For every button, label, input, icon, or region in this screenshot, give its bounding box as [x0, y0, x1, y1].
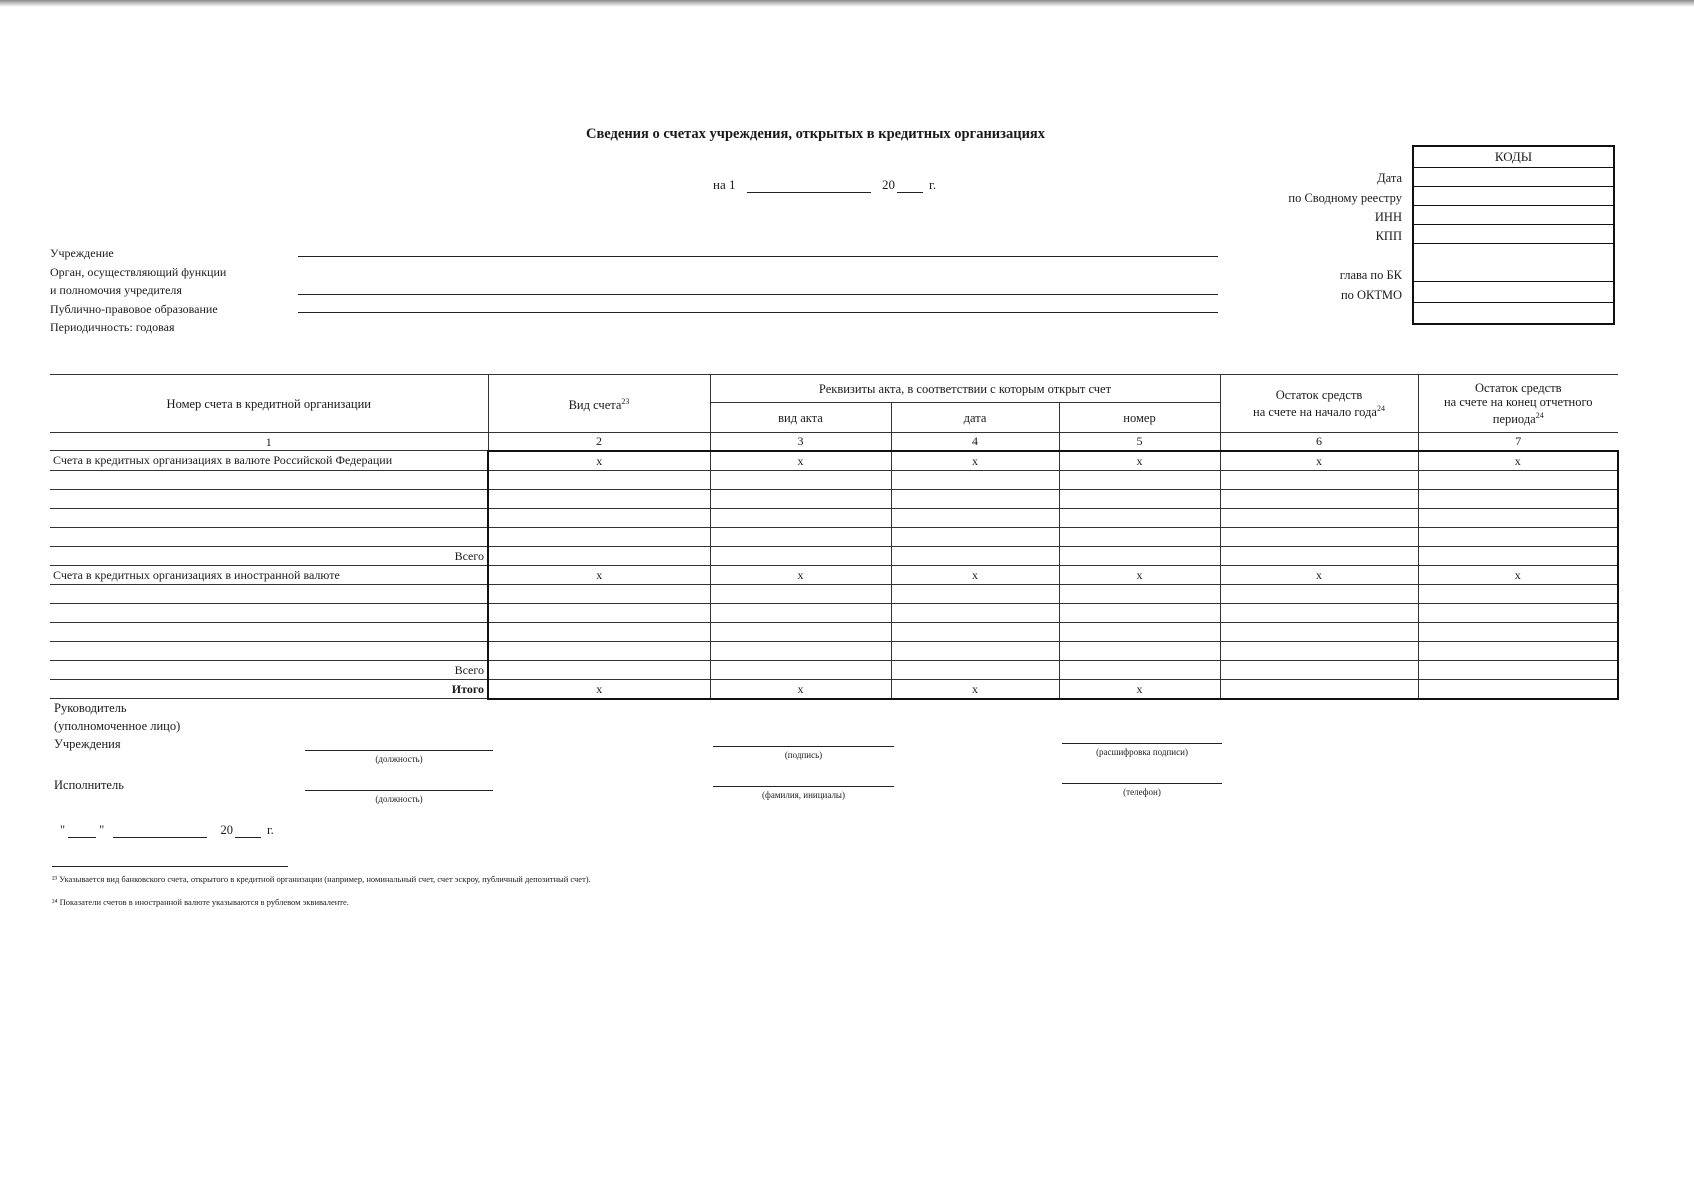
- code-cell-budget-chapter[interactable]: [1414, 244, 1613, 282]
- table-cell[interactable]: [488, 660, 710, 679]
- code-label-date: Дата: [1377, 171, 1402, 185]
- table-cell[interactable]: [1220, 527, 1418, 546]
- cap-executor-phone: (телефон): [1123, 787, 1161, 797]
- table-cell[interactable]: [891, 584, 1059, 603]
- cap-head-signature: (подпись): [784, 750, 823, 760]
- table-row: [50, 603, 1618, 622]
- table-cell[interactable]: [710, 508, 891, 527]
- sign-date-year-prefix: 20: [220, 823, 233, 837]
- table-cell[interactable]: [710, 584, 891, 603]
- cap-executor-name: (фамилия, инициалы): [762, 790, 845, 800]
- table-cell[interactable]: [1418, 641, 1618, 660]
- table-cell[interactable]: [891, 641, 1059, 660]
- sign-date-suffix: г.: [266, 823, 274, 837]
- table-cell[interactable]: [488, 470, 710, 489]
- table-cell[interactable]: x: [488, 565, 710, 584]
- table-cell[interactable]: [891, 622, 1059, 641]
- table-body: [50, 451, 1618, 699]
- table-cell[interactable]: [1418, 508, 1618, 527]
- header-balance-end-l3: периода: [1492, 412, 1536, 427]
- footnote-ref-23: 23: [621, 396, 630, 406]
- header-account-type: [488, 375, 710, 433]
- table-cell[interactable]: [488, 622, 710, 641]
- field-label-public-entity: Публично-правовое образование: [50, 302, 218, 316]
- column-number-6: 6: [1220, 433, 1418, 451]
- table-cell[interactable]: [1220, 470, 1418, 489]
- table-row: [50, 660, 1618, 679]
- table-cell[interactable]: [488, 641, 710, 660]
- table-cell[interactable]: x: [1059, 679, 1220, 699]
- sign-date-year-field[interactable]: [235, 822, 261, 838]
- table-cell[interactable]: [710, 622, 891, 641]
- table-cell[interactable]: [1059, 470, 1220, 489]
- footnote-ref-24a: 24: [1376, 403, 1385, 413]
- table-cell[interactable]: x: [488, 679, 710, 699]
- table-row: [50, 527, 1618, 546]
- code-label-registry: по Сводному реестру: [1288, 191, 1402, 205]
- table-cell[interactable]: [1059, 603, 1220, 622]
- table-row: [50, 508, 1618, 527]
- table-cell[interactable]: [891, 603, 1059, 622]
- table-row: [50, 565, 1618, 584]
- sign-date-close-quote: ": [99, 823, 105, 837]
- head-decoding-line[interactable]: [1062, 743, 1222, 744]
- field-label-periodicity: Периодичность: годовая: [50, 320, 175, 334]
- table-row: [50, 489, 1618, 508]
- table-cell[interactable]: [488, 584, 710, 603]
- table-row: [50, 622, 1618, 641]
- header-balance-end-l2: на счете на конец отчетного: [1443, 394, 1593, 409]
- code-label-oktmo: по ОКТМО: [1340, 288, 1402, 302]
- table-cell[interactable]: x: [488, 451, 710, 471]
- table-cell[interactable]: x: [1059, 565, 1220, 584]
- table-cell[interactable]: [710, 660, 891, 679]
- column-number-7: 7: [1418, 433, 1618, 451]
- column-number-3: 3: [710, 433, 891, 451]
- table-cell[interactable]: x: [1220, 451, 1418, 471]
- field-label-authority-1: Орган, осуществляющий функции: [50, 265, 227, 279]
- footnote-23: ²³ Указывается вид банковского счета, открытого в кредитной организации (например, номинальный счет, счет эскроу, публичный депозитный счет).: [52, 874, 591, 884]
- table-cell[interactable]: x: [1418, 565, 1618, 584]
- sign-date-day-field[interactable]: [68, 822, 96, 838]
- table-cell[interactable]: [488, 527, 710, 546]
- table-cell[interactable]: [1059, 508, 1220, 527]
- authority-input-line[interactable]: [298, 294, 1218, 295]
- table-cell[interactable]: [1220, 508, 1418, 527]
- table-cell[interactable]: [1418, 470, 1618, 489]
- table-cell[interactable]: [1059, 584, 1220, 603]
- footnote-separator: [52, 866, 288, 867]
- code-cell-inn[interactable]: [1414, 206, 1613, 225]
- table-cell[interactable]: x: [1418, 451, 1618, 471]
- date-prefix: на 1: [713, 177, 736, 192]
- table-cell[interactable]: [710, 603, 891, 622]
- table-cell[interactable]: x: [1059, 451, 1220, 471]
- header-act-type: вид акта: [710, 403, 891, 433]
- executor-name-line[interactable]: [713, 786, 894, 787]
- row-label: Всего: [50, 546, 488, 565]
- header-balance-start-l1: Остаток средств: [1275, 387, 1363, 402]
- row-label: Итого: [50, 679, 488, 699]
- table-cell[interactable]: [1059, 641, 1220, 660]
- table-cell[interactable]: [710, 546, 891, 565]
- table-cell[interactable]: [1059, 527, 1220, 546]
- cap-head-position: (должность): [375, 754, 423, 764]
- sign-label-head-3: Учреждения: [54, 737, 121, 751]
- head-position-line[interactable]: [305, 750, 493, 751]
- table-cell[interactable]: [1059, 622, 1220, 641]
- table-cell[interactable]: [891, 660, 1059, 679]
- table-cell[interactable]: [1418, 679, 1618, 699]
- table-cell[interactable]: x: [1220, 565, 1418, 584]
- header-balance-end: [1418, 375, 1618, 433]
- table-cell[interactable]: [1418, 603, 1618, 622]
- code-label-budget-chapter: глава по БК: [1339, 268, 1402, 282]
- table-cell[interactable]: [891, 489, 1059, 508]
- row-label: [50, 641, 488, 660]
- table-cell[interactable]: [1220, 679, 1418, 699]
- row-label: [50, 603, 488, 622]
- table-cell[interactable]: [1418, 584, 1618, 603]
- head-signature-line[interactable]: [713, 746, 894, 747]
- table-cell[interactable]: x: [891, 451, 1059, 471]
- table-cell[interactable]: [710, 470, 891, 489]
- table-cell[interactable]: x: [891, 565, 1059, 584]
- header-balance-end-l1: Остаток средств: [1474, 380, 1562, 395]
- code-cell-kpp[interactable]: [1414, 225, 1613, 244]
- table-cell[interactable]: [1220, 489, 1418, 508]
- executor-phone-line[interactable]: [1062, 783, 1222, 784]
- table-cell[interactable]: [1418, 660, 1618, 679]
- sign-label-head-2: (уполномоченное лицо): [54, 719, 181, 733]
- table-cell[interactable]: [1418, 622, 1618, 641]
- table-row: [50, 641, 1618, 660]
- table-cell[interactable]: [710, 527, 891, 546]
- table-cell[interactable]: x: [710, 679, 891, 699]
- table-cell[interactable]: [488, 546, 710, 565]
- date-day-month-field[interactable]: [747, 176, 871, 193]
- institution-input-line[interactable]: [298, 256, 1218, 257]
- table-row: [50, 451, 1618, 471]
- header-balance-start: [1220, 375, 1418, 433]
- row-label: [50, 489, 488, 508]
- table-cell[interactable]: [1220, 622, 1418, 641]
- code-cell-extra[interactable]: [1414, 303, 1613, 323]
- column-number-row: [50, 433, 1618, 451]
- cap-head-decoding: (расшифровка подписи): [1096, 747, 1188, 757]
- table-cell[interactable]: [1059, 546, 1220, 565]
- page-title: Сведения о счетах учреждения, открытых в кредитных организациях: [586, 126, 1046, 142]
- table-cell[interactable]: [1220, 546, 1418, 565]
- codes-header: КОДЫ: [1414, 147, 1613, 168]
- date-year-prefix: 20: [881, 177, 895, 192]
- table-cell[interactable]: [1220, 584, 1418, 603]
- accounts-table: [50, 374, 1619, 700]
- table-cell[interactable]: [488, 508, 710, 527]
- code-cell-registry[interactable]: [1414, 187, 1613, 206]
- table-row: [50, 546, 1618, 565]
- table-cell[interactable]: [891, 527, 1059, 546]
- header-act-number: номер: [1059, 403, 1220, 433]
- table-row: [50, 584, 1618, 603]
- table-row: [50, 470, 1618, 489]
- table-cell[interactable]: x: [710, 565, 891, 584]
- row-label: Всего: [50, 660, 488, 679]
- table-cell[interactable]: x: [710, 451, 891, 471]
- row-label: [50, 584, 488, 603]
- column-number-1: 1: [50, 433, 488, 451]
- table-cell[interactable]: [891, 546, 1059, 565]
- table-cell[interactable]: [891, 470, 1059, 489]
- table-cell[interactable]: [1220, 641, 1418, 660]
- table-cell[interactable]: [488, 489, 710, 508]
- table-cell[interactable]: [488, 603, 710, 622]
- sign-label-executor: Исполнитель: [54, 778, 124, 792]
- report-date-line: [713, 176, 936, 193]
- table-cell[interactable]: [710, 489, 891, 508]
- table-cell[interactable]: [1220, 603, 1418, 622]
- header-account-number: Номер счета в кредитной организации: [50, 375, 488, 433]
- table-row: [50, 679, 1618, 699]
- code-cell-date[interactable]: [1414, 168, 1613, 187]
- row-label: [50, 508, 488, 527]
- field-label-authority-2: и полномочия учредителя: [50, 283, 182, 297]
- row-label: [50, 470, 488, 489]
- table-cell[interactable]: [710, 641, 891, 660]
- row-label: [50, 622, 488, 641]
- date-suffix: г.: [928, 177, 937, 192]
- header-balance-start-l2: на счете на начало года: [1253, 405, 1377, 420]
- cap-executor-position: (должность): [375, 794, 423, 804]
- sign-date-month-field[interactable]: [113, 822, 207, 838]
- code-cell-oktmo[interactable]: [1414, 282, 1613, 303]
- footnote-24: ²⁴ Показатели счетов в иностранной валюте указываются в рублевом эквиваленте.: [52, 897, 349, 907]
- column-number-2: 2: [488, 433, 710, 451]
- row-label: Счета в кредитных организациях в валюте Российской Федерации: [50, 451, 488, 471]
- date-year-field[interactable]: [897, 176, 923, 193]
- column-number-4: 4: [891, 433, 1059, 451]
- table-cell[interactable]: [1059, 660, 1220, 679]
- table-cell[interactable]: [1418, 527, 1618, 546]
- code-label-kpp: КПП: [1375, 229, 1402, 243]
- sign-date-line: [60, 822, 274, 838]
- executor-position-line[interactable]: [305, 790, 493, 791]
- row-label: Счета в кредитных организациях в иностранной валюте: [50, 565, 488, 584]
- table-cell[interactable]: [1418, 489, 1618, 508]
- field-label-institution: Учреждение: [50, 246, 114, 260]
- header-act-date: дата: [891, 403, 1059, 433]
- codes-block: [1412, 145, 1615, 325]
- public-entity-input-line[interactable]: [298, 312, 1218, 313]
- scan-edge: [0, 0, 1694, 7]
- code-label-inn: ИНН: [1374, 210, 1402, 224]
- header-act-details: Реквизиты акта, в соответствии с которым открыт счет: [710, 375, 1220, 403]
- header-account-type-text: Вид счета: [568, 398, 622, 413]
- column-number-5: 5: [1059, 433, 1220, 451]
- sign-date-open-quote: ": [60, 823, 66, 837]
- table-cell[interactable]: [1220, 660, 1418, 679]
- table-cell[interactable]: [1059, 489, 1220, 508]
- table-cell[interactable]: [891, 508, 1059, 527]
- footnote-ref-24b: 24: [1535, 410, 1544, 420]
- row-label: [50, 527, 488, 546]
- table-cell[interactable]: [1418, 546, 1618, 565]
- sign-label-head-1: Руководитель: [54, 701, 127, 715]
- table-cell[interactable]: x: [891, 679, 1059, 699]
